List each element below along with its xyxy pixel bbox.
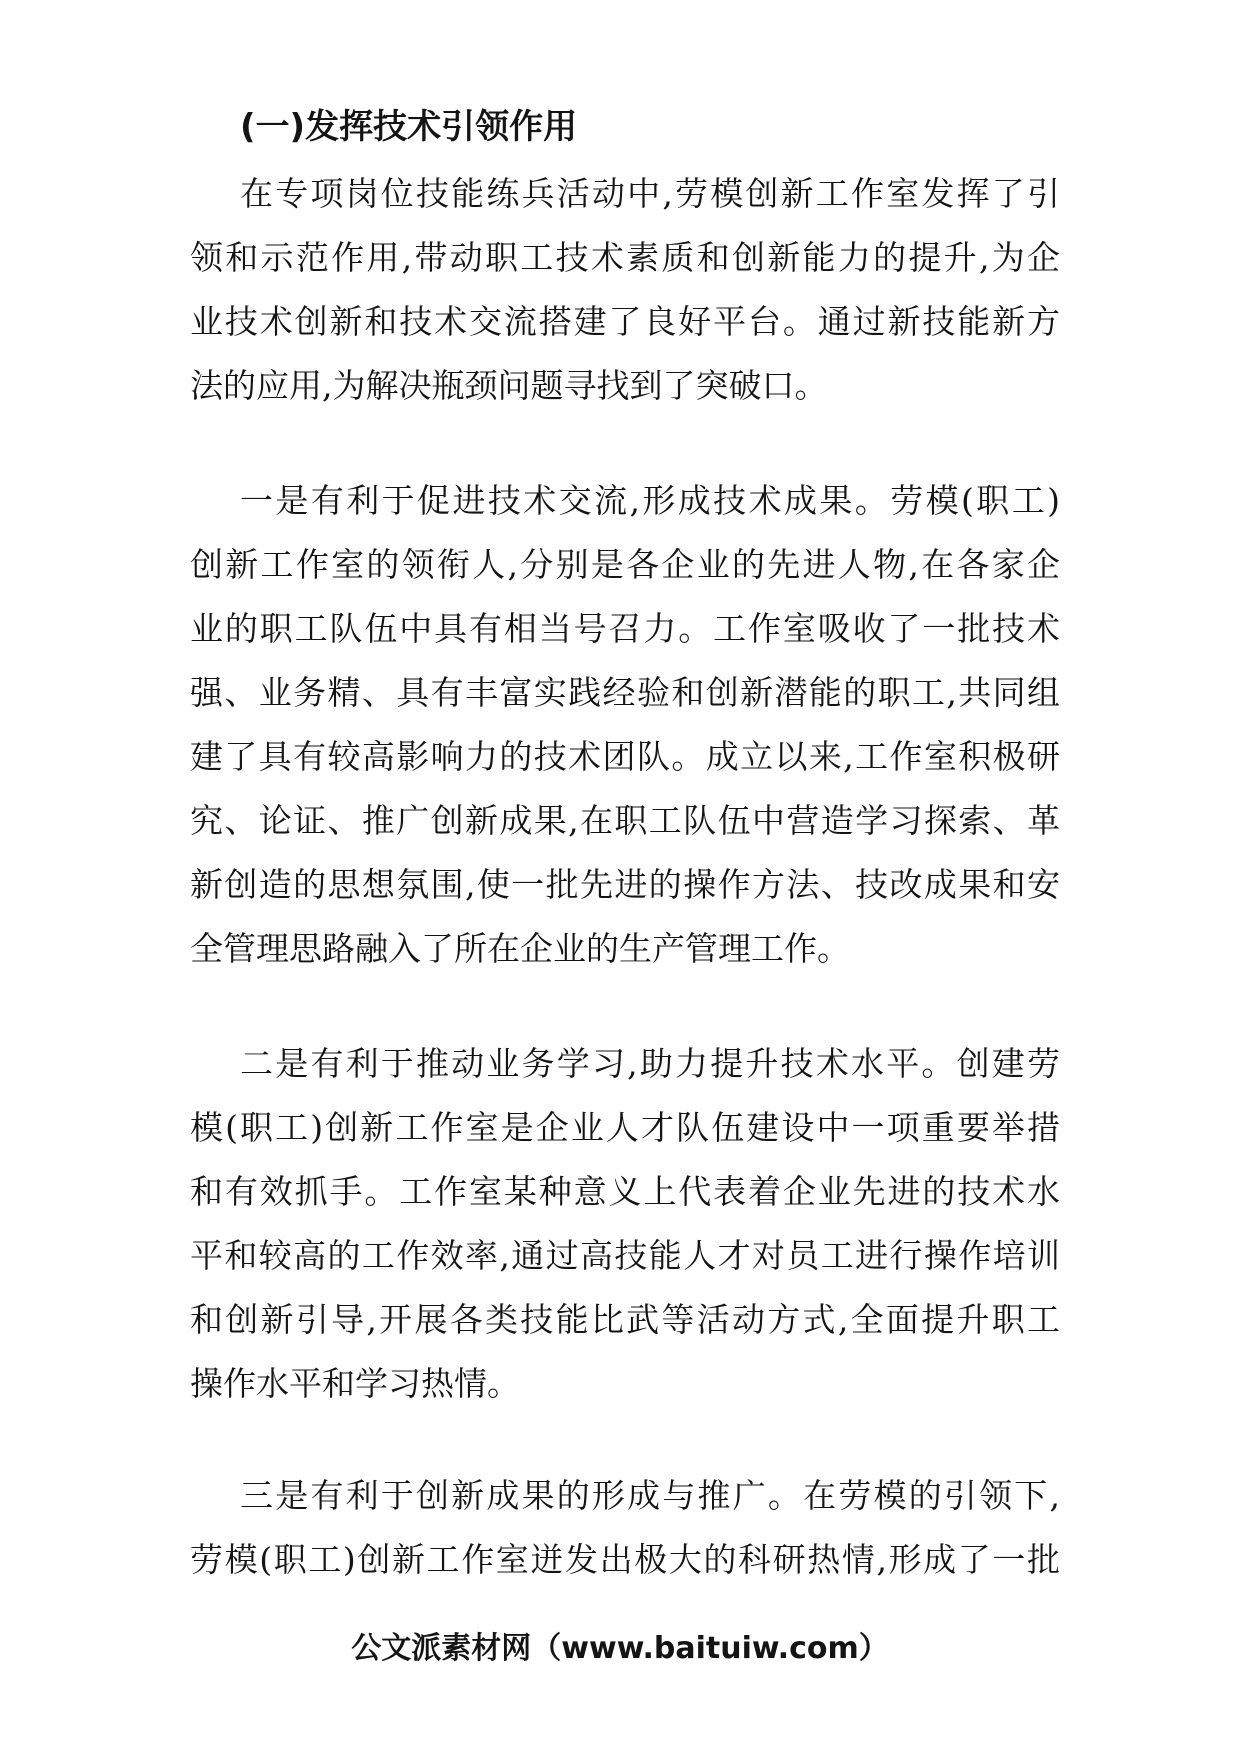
paragraph-line: 业技术创新和技术交流搭建了良好平台。通过新技能新方 bbox=[190, 302, 1060, 341]
paragraph-line: 和有效抓手。工作室某种意义上代表着企业先进的技术水 bbox=[190, 1172, 1060, 1211]
paragraph-line: 业的职工队伍中具有相当号召力。工作室吸收了一批技术 bbox=[190, 609, 1060, 648]
paragraph-intro bbox=[190, 162, 1060, 418]
paragraph-line: 究、论证、推广创新成果,在职工队伍中营造学习探索、革 bbox=[190, 801, 1060, 840]
paragraph-line: 平和较高的工作效率,通过高技能人才对员工进行操作培训 bbox=[190, 1236, 1060, 1275]
paragraph-line: 模(职工)创新工作室是企业人才队伍建设中一项重要举措 bbox=[190, 1108, 1060, 1147]
section-heading: (一)发挥技术引领作用 bbox=[240, 107, 578, 147]
paragraph-line: 创新工作室的领衔人,分别是各企业的先进人物,在各家企 bbox=[190, 545, 1060, 584]
paragraph-line: 全管理思路融入了所在企业的生产管理工作。 bbox=[190, 929, 850, 968]
paragraph-line: 二是有利于推动业务学习,助力提升技术水平。创建劳 bbox=[240, 1044, 1060, 1083]
paragraph-line: 一是有利于促进技术交流,形成技术成果。劳模(职工) bbox=[240, 481, 1060, 520]
paragraph-line: 新创造的思想氛围,使一批先进的操作方法、技改成果和安 bbox=[190, 865, 1060, 904]
paragraph-line: 领和示范作用,带动职工技术素质和创新能力的提升,为企 bbox=[190, 238, 1060, 277]
paragraph-point-two bbox=[190, 1032, 1060, 1416]
paragraph-point-one bbox=[190, 469, 1060, 981]
paragraph-line: 三是有利于创新成果的形成与推广。在劳模的引领下, bbox=[240, 1476, 1060, 1515]
paragraph-line: 建了具有较高影响力的技术团队。成立以来,工作室积极研 bbox=[190, 737, 1060, 776]
page-footer-source: 公文派素材网（www.baituiw.com） bbox=[351, 1631, 889, 1666]
paragraph-line: 和创新引导,开展各类技能比武等活动方式,全面提升职工 bbox=[190, 1300, 1060, 1339]
paragraph-line: 法的应用,为解决瓶颈问题寻找到了突破口。 bbox=[190, 366, 828, 405]
paragraph-point-three bbox=[190, 1464, 1060, 1592]
paragraph-line: 在专项岗位技能练兵活动中,劳模创新工作室发挥了引 bbox=[240, 174, 1060, 213]
paragraph-line: 劳模(职工)创新工作室迸发出极大的科研热情,形成了一批 bbox=[190, 1540, 1060, 1579]
paragraph-line: 强、业务精、具有丰富实践经验和创新潜能的职工,共同组 bbox=[190, 673, 1060, 712]
paragraph-line: 操作水平和学习热情。 bbox=[190, 1364, 520, 1403]
